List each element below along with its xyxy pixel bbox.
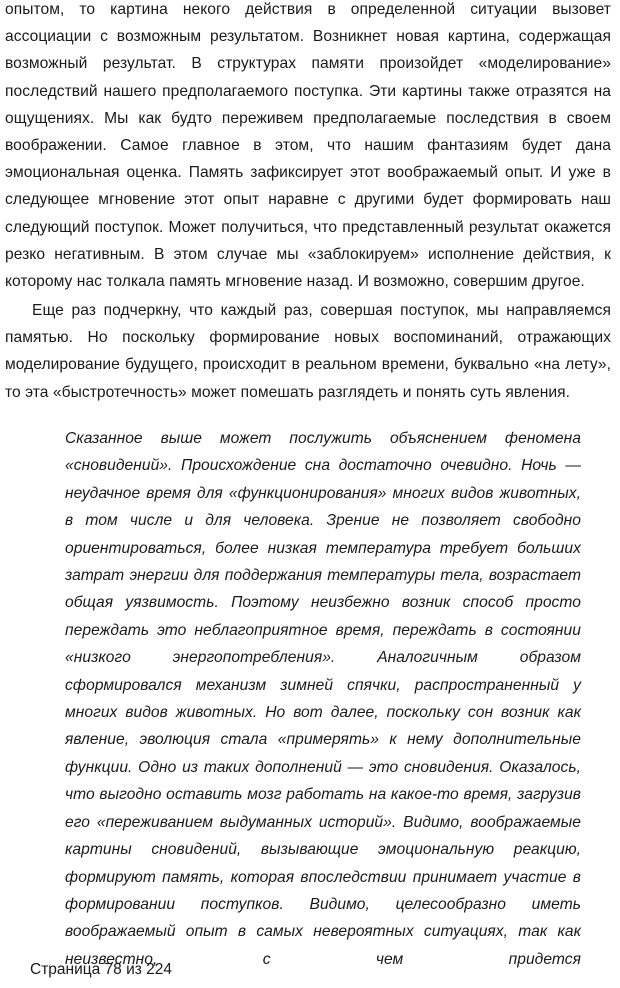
page-number-footer: Страница 78 из 224 [30,961,173,978]
italic-quote-block: Сказанное выше может послужить объяснением феномена «сновидений». Происхождение сна достаточно очевидно. Ночь — неудачное время для «функционирования» многих видов животных, в том числе и для человека. Зрение не позволяет свободно ориентироваться, более низкая температура требует больших затрат энергии для поддержания температуры тела, возрастает общая уязвимость. Поэтому неизбежно возник способ просто переждать это неблагоприятное время, переждать в состоянии «низкого энергопотребления». Аналогичным образом сформировался механизм зимней спячки, распространенный у многих видов животных. Но вот далее, поскольку сон возник как явление, эволюция стала «примерять» к нему дополнительные функции. Одно из таких дополнений — это сновидения. Оказалось, что выгодно оставить мозг работать на какое-то время, загрузив его «переживанием выдуманных историй». Видимо, воображаемые картины сновидений, вызывающие эмоциональную реакцию, формируют память, которая впоследствии принимает участие в формировании поступков. Видимо, целесообразно иметь воображаемый опыт в самых невероятных ситуациях, так как неизвестно, с чем придется [65,430,581,968]
body-paragraph-2: Еще раз подчеркну, что каждый раз, совершая поступок, мы направляемся памятью. Но поскольку формирование новых воспоминаний, отражающих моделирование будущего, происходит в реальном времени, буквально «на лету», то эта «быстротечность» может помешать разглядеть и понять суть явления. [5,302,611,401]
body-paragraph-1: опытом, то картина некого действия в определенной ситуации вызовет ассоциации с возможным результатом. Возникнет новая картина, содержащая возможный результат. В структурах памяти произойдет «моделирование» последствий нашего предполагаемого поступка. Эти картины также отразятся на ощущениях. Мы как будто переживем предполагаемые последствия в своем воображении. Самое главное в этом, что нашим фантазиям будет дана эмоциональная оценка. Память зафиксирует этот воображаемый опыт. И уже в следующее мгновение этот опыт наравне с другими будет формировать наш следующий поступок. Может получиться, что представленный результат окажется резко негативным. В этом случае мы «заблокируем» исполнение действия, к которому нас толкала память мгновение назад. И возможно, совершим другое. [5,1,611,291]
